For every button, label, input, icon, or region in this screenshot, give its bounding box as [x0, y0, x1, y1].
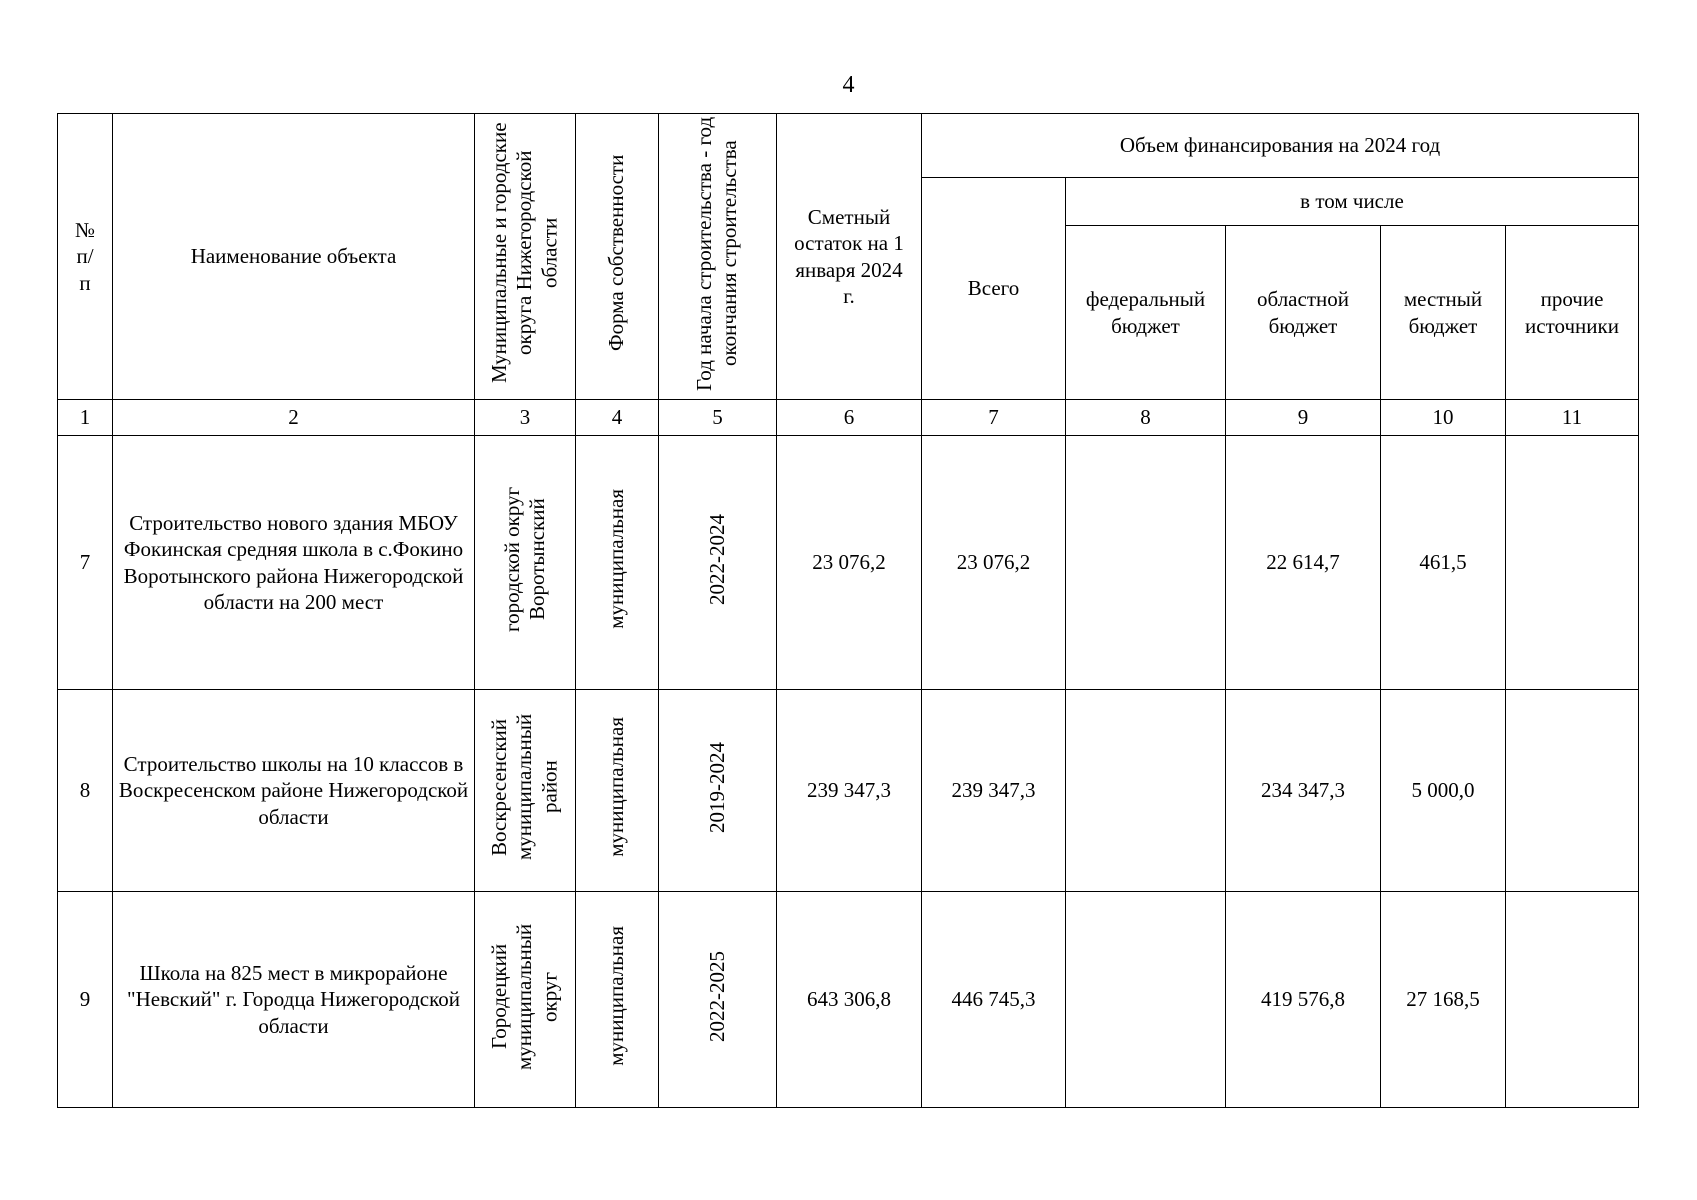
row-num: 8 [58, 690, 113, 892]
column-number: 6 [777, 400, 922, 436]
years-text: 2019-2024 [704, 741, 729, 833]
ownership-text: муниципальная [604, 717, 629, 858]
table-row [58, 892, 1639, 1108]
column-number: 1 [58, 400, 113, 436]
object-name: Школа на 825 мест в микрорайоне "Невский" г. Городца Нижегородской области [113, 892, 475, 1108]
municipality-cell [475, 690, 576, 892]
table-row [58, 690, 1639, 892]
object-name: Строительство нового здания МБОУ Фокинская средняя школа в с.Фокино Воротынского района Нижегородской области на 200 мест [113, 436, 475, 690]
years-text: 2022-2025 [704, 950, 729, 1042]
financing-table [57, 113, 1639, 1108]
regional-value: 419 576,8 [1226, 892, 1381, 1108]
local-value: 461,5 [1381, 436, 1506, 690]
remainder-value: 239 347,3 [777, 690, 922, 892]
header-federal: федеральный бюджет [1066, 226, 1226, 400]
column-number: 5 [659, 400, 777, 436]
table-row [58, 436, 1639, 690]
years-cell [659, 892, 777, 1108]
federal-value [1066, 690, 1226, 892]
header-remainder: Сметный остаток на 1 января 2024 г. [777, 114, 922, 400]
header-name: Наименование объекта [113, 114, 475, 400]
regional-value: 22 614,7 [1226, 436, 1381, 690]
municipality-text: Воскресенский муниципальный район [487, 714, 562, 861]
years-cell [659, 690, 777, 892]
municipality-text: городской округ Воротынский [499, 486, 549, 632]
regional-value: 234 347,3 [1226, 690, 1381, 892]
remainder-value: 23 076,2 [777, 436, 922, 690]
other-value [1506, 892, 1639, 1108]
header-municipality-text: Муниципальные и городские округа Нижегородской области [487, 123, 562, 384]
local-value: 27 168,5 [1381, 892, 1506, 1108]
header-regional: областной бюджет [1226, 226, 1381, 400]
header-years-text: Год начала строительства - год окончания строительства [692, 116, 742, 391]
years-text: 2022-2024 [704, 513, 729, 605]
column-number: 11 [1506, 400, 1639, 436]
municipality-cell [475, 892, 576, 1108]
ownership-text: муниципальная [604, 489, 629, 630]
column-number: 4 [576, 400, 659, 436]
header-ownership-text: Форма собственности [604, 155, 629, 352]
header-num: № п/п [58, 114, 113, 400]
column-number: 3 [475, 400, 576, 436]
header-local: местный бюджет [1381, 226, 1506, 400]
column-number: 7 [922, 400, 1066, 436]
municipality-text: Городецкий муниципальный округ [487, 923, 562, 1070]
header-financing: Объем финансирования на 2024 год [922, 114, 1639, 178]
municipality-cell [475, 436, 576, 690]
column-number: 2 [113, 400, 475, 436]
ownership-cell [576, 690, 659, 892]
header-ownership [576, 114, 659, 400]
row-num: 9 [58, 892, 113, 1108]
local-value: 5 000,0 [1381, 690, 1506, 892]
page-number: 4 [842, 72, 855, 98]
header-including: в том числе [1066, 178, 1639, 226]
header-municipality [475, 114, 576, 400]
ownership-cell [576, 892, 659, 1108]
column-number: 10 [1381, 400, 1506, 436]
header-other: прочие источники [1506, 226, 1639, 400]
ownership-cell [576, 436, 659, 690]
column-number: 8 [1066, 400, 1226, 436]
federal-value [1066, 436, 1226, 690]
years-cell [659, 436, 777, 690]
header-years [659, 114, 777, 400]
federal-value [1066, 892, 1226, 1108]
total-value: 446 745,3 [922, 892, 1066, 1108]
total-value: 239 347,3 [922, 690, 1066, 892]
other-value [1506, 690, 1639, 892]
header-total: Всего [922, 178, 1066, 400]
total-value: 23 076,2 [922, 436, 1066, 690]
row-num: 7 [58, 436, 113, 690]
column-numbers-row [58, 400, 1639, 436]
remainder-value: 643 306,8 [777, 892, 922, 1108]
ownership-text: муниципальная [604, 926, 629, 1067]
object-name: Строительство школы на 10 классов в Воскресенском районе Нижегородской области [113, 690, 475, 892]
column-number: 9 [1226, 400, 1381, 436]
other-value [1506, 436, 1639, 690]
